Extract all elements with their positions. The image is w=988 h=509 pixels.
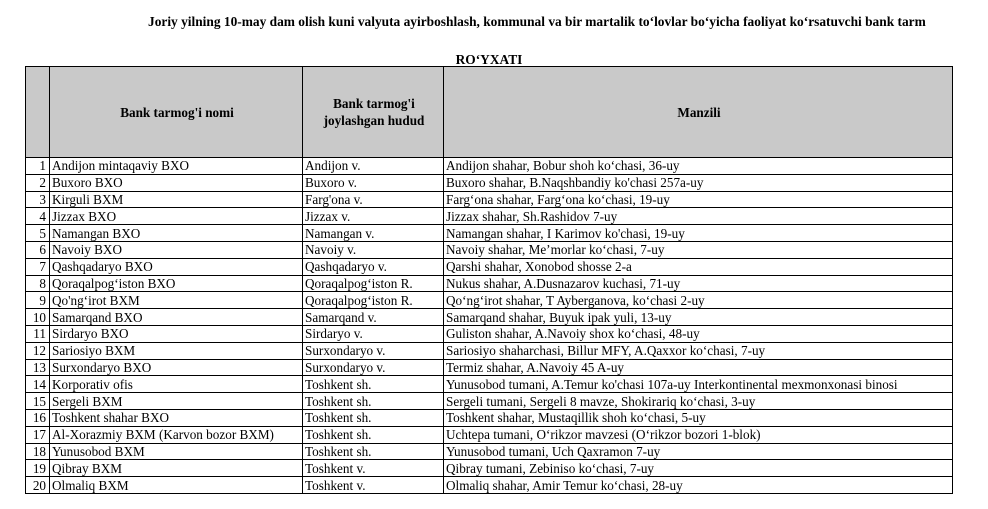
table-body xyxy=(26,158,953,494)
row-branch-name: Sirdaryo BXO xyxy=(50,325,303,342)
row-region: Andijon v. xyxy=(303,158,444,175)
row-address: Uchtepa tumani, O‘rikzor mavzesi (O‘rikzor bozori 1-blok) xyxy=(444,426,953,443)
row-region: Toshkent sh. xyxy=(303,393,444,410)
row-branch-name: Qo'ng‘irot BXM xyxy=(50,292,303,309)
row-address: Nukus shahar, A.Dusnazarov kuchasi, 71-uy xyxy=(444,275,953,292)
row-number: 13 xyxy=(26,359,50,376)
row-number: 19 xyxy=(26,460,50,477)
row-address: Namangan shahar, I Karimov ko'chasi, 19-uy xyxy=(444,225,953,242)
row-address: Farg‘ona shahar, Farg‘ona ko‘chasi, 19-uy xyxy=(444,191,953,208)
table-header xyxy=(26,67,953,158)
document-title: Joriy yilning 10-may dam olish kuni valyuta ayirboshlash, kommunal va bir martalik to‘lovlar bo‘yicha faoliyat ko‘rsatuvchi bank tarm xyxy=(148,14,926,29)
row-address: Qo‘ng‘irot shahar, T Ayberganova, ko‘chasi 2-uy xyxy=(444,292,953,309)
row-region: Toshkent sh. xyxy=(303,376,444,393)
row-address: Navoiy shahar, Me’morlar ko‘chasi, 7-uy xyxy=(444,241,953,258)
row-branch-name: Andijon mintaqaviy BXO xyxy=(50,158,303,175)
document-subtitle: RO‘YXATI xyxy=(455,52,523,67)
table-row xyxy=(26,426,953,443)
row-branch-name: Sariosiyo BXM xyxy=(50,342,303,359)
row-number: 3 xyxy=(26,191,50,208)
row-address: Yunusobod tumani, Uch Qaxramon 7-uy xyxy=(444,443,953,460)
row-branch-name: Namangan BXO xyxy=(50,225,303,242)
table-row xyxy=(26,208,953,225)
table-row xyxy=(26,443,953,460)
row-number: 4 xyxy=(26,208,50,225)
row-number: 10 xyxy=(26,309,50,326)
row-number: 14 xyxy=(26,376,50,393)
row-address: Toshkent shahar, Mustaqillik shoh ko‘chasi, 5-uy xyxy=(444,409,953,426)
row-branch-name: Korporativ ofis xyxy=(50,376,303,393)
table-row xyxy=(26,158,953,175)
row-branch-name: Qoraqalpog‘iston BXO xyxy=(50,275,303,292)
row-number: 1 xyxy=(26,158,50,175)
row-number: 12 xyxy=(26,342,50,359)
row-number: 15 xyxy=(26,393,50,410)
row-region: Qoraqalpog‘iston R. xyxy=(303,292,444,309)
table-row xyxy=(26,309,953,326)
row-region: Farg'ona v. xyxy=(303,191,444,208)
row-region: Qoraqalpog‘iston R. xyxy=(303,275,444,292)
row-region: Sirdaryo v. xyxy=(303,325,444,342)
column-header-region-line2: joylashgan hudud xyxy=(323,113,425,128)
table-row xyxy=(26,409,953,426)
row-region: Toshkent sh. xyxy=(303,443,444,460)
row-branch-name: Samarqand BXO xyxy=(50,309,303,326)
row-branch-name: Sergeli BXM xyxy=(50,393,303,410)
row-region: Toshkent sh. xyxy=(303,426,444,443)
row-branch-name: Olmaliq BXM xyxy=(50,477,303,494)
row-address: Guliston shahar, A.Navoiy shox ko‘chasi, 48-uy xyxy=(444,325,953,342)
row-region: Surxondaryo v. xyxy=(303,359,444,376)
row-number: 2 xyxy=(26,174,50,191)
row-branch-name: Qashqadaryo BXO xyxy=(50,258,303,275)
row-address: Samarqand shahar, Buyuk ipak yuli, 13-uy xyxy=(444,309,953,326)
row-branch-name: Yunusobod BXM xyxy=(50,443,303,460)
row-address: Andijon shahar, Bobur shoh ko‘chasi, 36-uy xyxy=(444,158,953,175)
row-address: Jizzax shahar, Sh.Rashidov 7-uy xyxy=(444,208,953,225)
row-region: Samarqand v. xyxy=(303,309,444,326)
row-number: 18 xyxy=(26,443,50,460)
row-region: Surxondaryo v. xyxy=(303,342,444,359)
row-branch-name: Al-Xorazmiy BXM (Karvon bozor BXM) xyxy=(50,426,303,443)
table-row xyxy=(26,393,953,410)
table-row xyxy=(26,477,953,494)
row-address: Sariosiyo shaharchasi, Billur MFY, A.Qaxxor ko‘chasi, 7-uy xyxy=(444,342,953,359)
table-row xyxy=(26,225,953,242)
row-number: 17 xyxy=(26,426,50,443)
row-region: Buxoro v. xyxy=(303,174,444,191)
table-row xyxy=(26,258,953,275)
row-branch-name: Qibray BXM xyxy=(50,460,303,477)
row-region: Toshkent v. xyxy=(303,460,444,477)
row-address: Buxoro shahar, B.Naqshbandiy ko'chasi 257a-uy xyxy=(444,174,953,191)
table-row xyxy=(26,325,953,342)
table-row xyxy=(26,376,953,393)
row-branch-name: Surxondaryo BXO xyxy=(50,359,303,376)
row-region: Jizzax v. xyxy=(303,208,444,225)
row-region: Toshkent v. xyxy=(303,477,444,494)
row-region: Toshkent sh. xyxy=(303,409,444,426)
column-header-name-label: Bank tarmog'i nomi xyxy=(120,104,234,120)
row-number: 20 xyxy=(26,477,50,494)
table-row xyxy=(26,292,953,309)
row-address: Olmaliq shahar, Amir Temur ko‘chasi, 28-uy xyxy=(444,477,953,494)
row-region: Qashqadaryo v. xyxy=(303,258,444,275)
row-number: 6 xyxy=(26,241,50,258)
row-branch-name: Toshkent shahar BXO xyxy=(50,409,303,426)
table-row xyxy=(26,241,953,258)
row-region: Navoiy v. xyxy=(303,241,444,258)
row-branch-name: Kirguli BXM xyxy=(50,191,303,208)
column-header-address-label: Manzili xyxy=(677,104,721,120)
row-number: 8 xyxy=(26,275,50,292)
row-number: 9 xyxy=(26,292,50,309)
table-row xyxy=(26,191,953,208)
table-row xyxy=(26,174,953,191)
row-address: Sergeli tumani, Sergeli 8 mavze, Shokirariq ko‘chasi, 3-uy xyxy=(444,393,953,410)
row-branch-name: Buxoro BXO xyxy=(50,174,303,191)
column-header-number xyxy=(26,67,50,158)
column-header-region xyxy=(303,67,444,158)
row-region: Namangan v. xyxy=(303,225,444,242)
row-address: Qibray tumani, Zebiniso ko‘chasi, 7-uy xyxy=(444,460,953,477)
row-number: 7 xyxy=(26,258,50,275)
bank-branches-table xyxy=(25,66,953,494)
row-number: 16 xyxy=(26,409,50,426)
table-row xyxy=(26,275,953,292)
row-branch-name: Navoiy BXO xyxy=(50,241,303,258)
row-address: Yunusobod tumani, A.Temur ko'chasi 107a-uy Interkontinental mexmonxonasi binosi xyxy=(444,376,953,393)
row-address: Termiz shahar, A.Navoiy 45 A-uy xyxy=(444,359,953,376)
table-row xyxy=(26,359,953,376)
column-header-region-line1: Bank tarmog'i xyxy=(333,96,415,111)
row-number: 11 xyxy=(26,325,50,342)
table-row xyxy=(26,342,953,359)
table-row xyxy=(26,460,953,477)
row-address: Qarshi shahar, Xonobod shosse 2-a xyxy=(444,258,953,275)
column-header-name xyxy=(50,67,303,158)
row-number: 5 xyxy=(26,225,50,242)
row-branch-name: Jizzax BXO xyxy=(50,208,303,225)
column-header-address xyxy=(444,67,953,158)
